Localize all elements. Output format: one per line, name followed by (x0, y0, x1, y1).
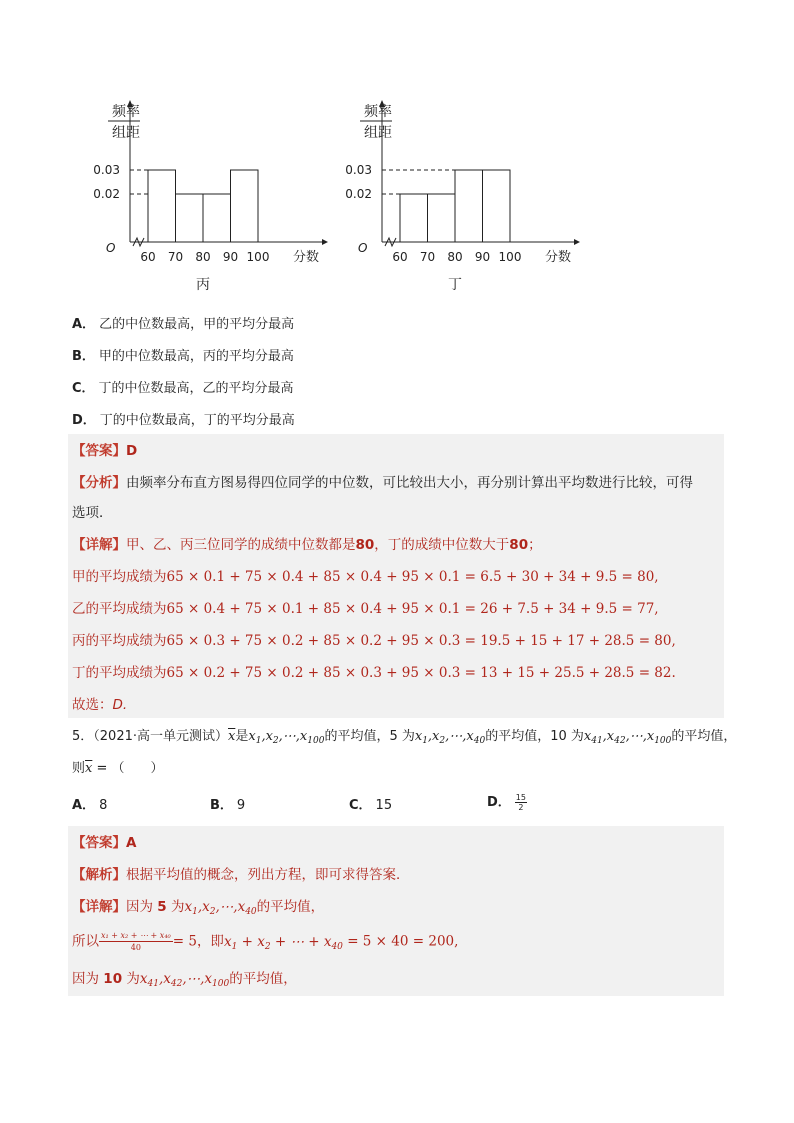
x-tick-label: 90 (474, 250, 491, 264)
x-axis-arrow (574, 239, 580, 245)
q4-answer: 【答案】D (72, 443, 138, 459)
histogram-bar (400, 194, 428, 242)
origin-label: O (106, 241, 116, 255)
y-tick-label: 0.02 (93, 187, 120, 201)
q5-answer: 【答案】A (72, 835, 137, 851)
x-tick-label: 100 (246, 250, 270, 264)
q5-option-a[interactable]: A． 8 (72, 798, 108, 813)
x-tick-label: 100 (498, 250, 522, 264)
histogram-bing (86, 98, 336, 298)
option-d[interactable]: D． 丁的中位数最高，丁的平均分最高 (72, 413, 295, 428)
x-axis-arrow (322, 239, 328, 245)
q5-detail-2: 所以 $\frac{\text{x₁ + x₂ + ⋯ + x₄₀}}{40}$ = 5，即$x_1 + x_2$ + ⋯ + $x_{40} = 5 \times 40 = 200$, (72, 931, 459, 952)
histogram-bar (176, 194, 204, 242)
q4-mean-jia: 甲的平均成绩为65 × 0.1 + 75 × 0.4 + 85 × 0.4 + 95 × 0.1 = 6.5 + 30 + 34 + 9.5 = 80, (72, 569, 659, 585)
x-tick-label: 80 (195, 250, 211, 264)
y-label-bottom: 组距 (364, 125, 392, 141)
q5-analysis: 【解析】根据平均值的概念，列出方程，即可求得答案． (72, 867, 410, 883)
y-label-bottom: 组距 (112, 125, 140, 141)
q4-detail: 【详解】甲、乙、丙三位同学的成绩中位数都是80，丁的成绩中位数大于80； (72, 537, 542, 553)
x-tick-label: 70 (167, 250, 184, 264)
y-label-top: 频率 (364, 104, 392, 120)
x-tick-label: 90 (222, 250, 239, 264)
axis-break-mark (133, 238, 144, 246)
q5-option-b[interactable]: B． 9 (210, 798, 246, 813)
histogram-bar (428, 194, 456, 242)
q5-option-c[interactable]: C． 15 (349, 798, 393, 813)
histogram-bar (231, 170, 259, 242)
q5-detail-1: 【详解】因为 5 为$x_1,x_2,\cdots,x_{40}$的平均值， (72, 899, 325, 917)
histogram-ding (338, 98, 588, 298)
q4-mean-yi: 乙的平均成绩为65 × 0.4 + 75 × 0.1 + 85 × 0.4 + 95 × 0.1 = 26 + 7.5 + 34 + 9.5 = 77, (72, 601, 659, 617)
q5-option-d[interactable]: D． $\frac{15}{2}$ (487, 793, 526, 812)
axis-break-mark (385, 238, 396, 246)
y-tick-label: 0.03 (345, 163, 372, 177)
histogram-bar (203, 194, 231, 242)
histogram-figures (86, 98, 606, 298)
option-c[interactable]: C． 丁的中位数最高，乙的平均分最高 (72, 381, 294, 396)
chart-caption: 丁 (448, 277, 462, 293)
q5-stem: 5．（2021·高一单元测试）$\overline{x}$是$x_1,x_2,\cdots,x_{100}$的平均值，5 为$x_1,x_2,\cdots,x_{40}$的平均值，10 为$x_{41},x_{42},\cdots,x_{100}$的平均值， (72, 729, 737, 746)
x-tick-label: 80 (447, 250, 463, 264)
x-tick-label: 70 (419, 250, 436, 264)
q4-choose: 故选：D. (72, 697, 128, 713)
q4-mean-ding: 丁的平均成绩为65 × 0.2 + 75 × 0.2 + 85 × 0.3 + 95 × 0.3 = 13 + 15 + 25.5 + 28.5 = 82. (72, 665, 676, 681)
x-axis-label: 分数 (544, 250, 572, 265)
option-a[interactable]: A． 乙的中位数最高，甲的平均分最高 (72, 317, 295, 332)
x-tick-label: 60 (140, 250, 156, 264)
chart-caption: 丙 (196, 277, 210, 293)
y-tick-label: 0.02 (345, 187, 372, 201)
histogram-bar (455, 170, 483, 242)
x-axis-label: 分数 (292, 250, 320, 265)
histogram-bar (483, 170, 511, 242)
q4-mean-bing: 丙的平均成绩为65 × 0.3 + 75 × 0.2 + 85 × 0.2 + 95 × 0.3 = 19.5 + 15 + 17 + 28.5 = 80, (72, 633, 676, 649)
q5-detail-3: 因为 10 为$x_{41},x_{42},\cdots,x_{100}$的平均值， (72, 971, 297, 989)
x-tick-label: 60 (392, 250, 408, 264)
histogram-bar (148, 170, 176, 242)
option-b[interactable]: B． 甲的中位数最高，丙的平均分最高 (72, 349, 294, 364)
origin-label: O (358, 241, 368, 255)
y-label-top: 频率 (112, 104, 140, 120)
q5-stem-cont: 则$\overline{x}$ = （ ） (72, 761, 164, 776)
y-tick-label: 0.03 (93, 163, 120, 177)
q4-analysis-cont: 选项． (72, 505, 113, 521)
q4-analysis: 【分析】由频率分布直方图易得四位同学的中位数，可比较出大小，再分别计算出平均数进行比较，可得 (72, 475, 693, 491)
